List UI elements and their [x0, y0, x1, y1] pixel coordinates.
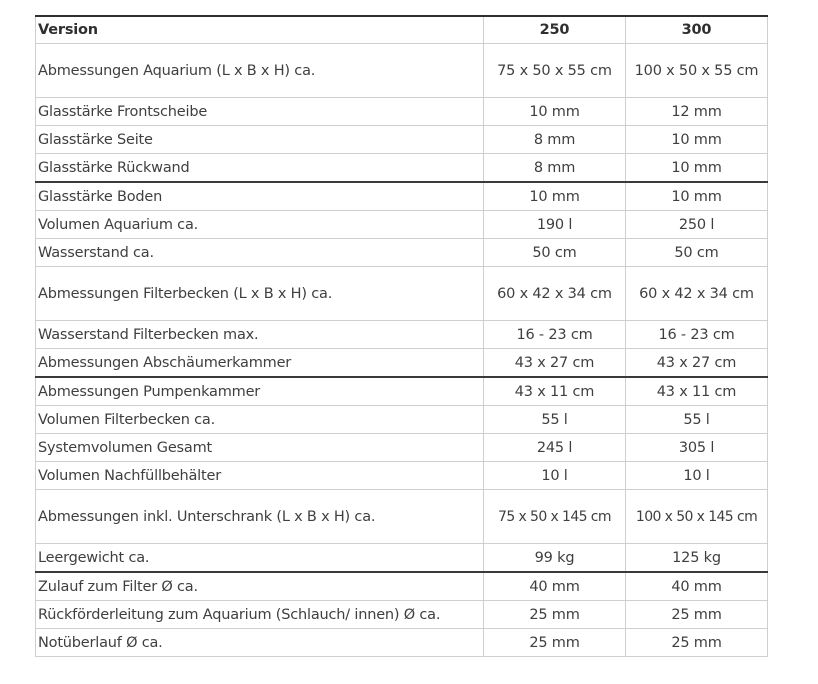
value-300: 125 kg — [626, 544, 768, 573]
value-250: 25 mm — [484, 601, 626, 629]
value-250: 8 mm — [484, 154, 626, 183]
value-250: 50 cm — [484, 239, 626, 267]
value-250: 40 mm — [484, 572, 626, 601]
value-250: 55 l — [484, 406, 626, 434]
row-label: Abmessungen Pumpenkammer — [36, 377, 484, 406]
header-300: 300 — [626, 16, 768, 44]
value-300: 250 l — [626, 211, 768, 239]
row-label: Leergewicht ca. — [36, 544, 484, 573]
value-250: 190 l — [484, 211, 626, 239]
row-label: Abmessungen inkl. Unterschrank (L x B x H) ca. — [36, 490, 484, 544]
value-250: 43 x 27 cm — [484, 349, 626, 378]
value-250: 10 l — [484, 462, 626, 490]
table-row — [36, 572, 768, 601]
table-row — [36, 182, 768, 211]
value-300: 60 x 42 x 34 cm — [626, 267, 768, 321]
value-300: 12 mm — [626, 98, 768, 126]
row-label: Volumen Aquarium ca. — [36, 211, 484, 239]
header-version: Version — [36, 16, 484, 44]
table-row — [36, 629, 768, 657]
value-300: 16 - 23 cm — [626, 321, 768, 349]
row-label: Abmessungen Abschäumerkammer — [36, 349, 484, 378]
value-300: 25 mm — [626, 601, 768, 629]
row-label: Rückförderleitung zum Aquarium (Schlauch/ innen) Ø ca. — [36, 601, 484, 629]
value-250: 60 x 42 x 34 cm — [484, 267, 626, 321]
row-label: Zulauf zum Filter Ø ca. — [36, 572, 484, 601]
row-label: Systemvolumen Gesamt — [36, 434, 484, 462]
table-row — [36, 544, 768, 573]
value-300: 43 x 11 cm — [626, 377, 768, 406]
value-250: 99 kg — [484, 544, 626, 573]
value-300: 50 cm — [626, 239, 768, 267]
table-row — [36, 601, 768, 629]
table-row — [36, 321, 768, 349]
row-label: Volumen Nachfüllbehälter — [36, 462, 484, 490]
value-250: 8 mm — [484, 126, 626, 154]
header-250: 250 — [484, 16, 626, 44]
table-row — [36, 377, 768, 406]
table-row — [36, 434, 768, 462]
value-300: 40 mm — [626, 572, 768, 601]
value-300: 10 l — [626, 462, 768, 490]
table-row — [36, 98, 768, 126]
value-300: 43 x 27 cm — [626, 349, 768, 378]
table-row — [36, 154, 768, 183]
table-row — [36, 126, 768, 154]
row-label: Glasstärke Boden — [36, 182, 484, 211]
value-250: 43 x 11 cm — [484, 377, 626, 406]
value-300: 55 l — [626, 406, 768, 434]
row-label: Notüberlauf Ø ca. — [36, 629, 484, 657]
spec-table — [35, 15, 768, 657]
table-row — [36, 239, 768, 267]
table-row — [36, 44, 768, 98]
row-label: Wasserstand ca. — [36, 239, 484, 267]
value-300: 100 x 50 x 145 cm — [626, 490, 768, 544]
row-label: Abmessungen Filterbecken (L x B x H) ca. — [36, 267, 484, 321]
row-label: Wasserstand Filterbecken max. — [36, 321, 484, 349]
row-label: Volumen Filterbecken ca. — [36, 406, 484, 434]
value-300: 100 x 50 x 55 cm — [626, 44, 768, 98]
row-label: Abmessungen Aquarium (L x B x H) ca. — [36, 44, 484, 98]
row-label: Glasstärke Rückwand — [36, 154, 484, 183]
row-label: Glasstärke Frontscheibe — [36, 98, 484, 126]
value-300: 10 mm — [626, 182, 768, 211]
value-250: 16 - 23 cm — [484, 321, 626, 349]
table-row — [36, 462, 768, 490]
value-250: 10 mm — [484, 182, 626, 211]
value-250: 10 mm — [484, 98, 626, 126]
table-header-row — [36, 16, 768, 44]
value-300: 25 mm — [626, 629, 768, 657]
value-300: 10 mm — [626, 154, 768, 183]
table-row — [36, 267, 768, 321]
table-row — [36, 349, 768, 378]
value-300: 305 l — [626, 434, 768, 462]
value-300: 10 mm — [626, 126, 768, 154]
value-250: 25 mm — [484, 629, 626, 657]
table-row — [36, 406, 768, 434]
table-row — [36, 211, 768, 239]
row-label: Glasstärke Seite — [36, 126, 484, 154]
value-250: 75 x 50 x 55 cm — [484, 44, 626, 98]
value-250: 75 x 50 x 145 cm — [484, 490, 626, 544]
value-250: 245 l — [484, 434, 626, 462]
table-row — [36, 490, 768, 544]
